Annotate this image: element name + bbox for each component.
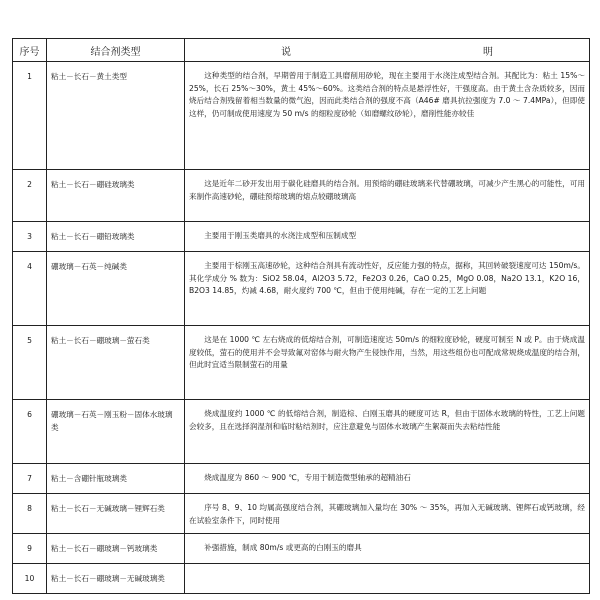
row-type: 粘土－长石－硼硅玻璃类 <box>47 170 185 222</box>
table-row <box>13 464 590 494</box>
row-type: 粘土－长石－硼玻璃－无碱玻璃类 <box>47 564 185 594</box>
row-index: 1 <box>13 62 47 170</box>
header-description-a: 说 <box>281 46 291 58</box>
table-row <box>13 564 590 594</box>
row-description <box>185 564 590 594</box>
row-type: 粘土－长石－无碱玻璃－锂辉石类 <box>47 494 185 534</box>
row-description: 烧成温度约 1000 ℃ 的低熔结合剂，制造棕、白刚玉磨具的硬度可达 R，但由于固体水玻璃的特性，工艺上问题会较多，且在选择润湿剂和临时粘结剂时，应注意避免与固体水玻璃产生絮凝而失去粘结性能 <box>185 400 590 464</box>
row-index: 3 <box>13 222 47 252</box>
table-row <box>13 494 590 534</box>
row-index: 6 <box>13 400 47 464</box>
row-description: 烧成温度为 860 ～ 900 ℃，专用于制造微型轴承的超精油石 <box>185 464 590 494</box>
table-row <box>13 222 590 252</box>
table-row <box>13 170 590 222</box>
row-type: 粘土－含硼针瓶玻璃类 <box>47 464 185 494</box>
row-type: 粘土－长石－硼玻璃－萤石类 <box>47 326 185 400</box>
header-type: 结合剂类型 <box>47 39 185 62</box>
row-type: 硼玻璃－石英－刚玉粉－固体水玻璃类 <box>47 400 185 464</box>
row-type: 粘土－长石－硼玻璃－钙玻璃类 <box>47 534 185 564</box>
row-index: 5 <box>13 326 47 400</box>
header-description <box>185 39 590 62</box>
header-description-b: 明 <box>483 46 493 58</box>
row-type: 粘土－长石－黄土类型 <box>47 62 185 170</box>
row-description: 序号 8、9、10 均属高强度结合剂，其硼玻璃加入量均在 30% ～ 35%，再加入无碱玻璃、锂辉石或钙玻璃，经在试验室条件下，同时使用 <box>185 494 590 534</box>
row-description: 主要用于刚玉类磨具的水浇注成型和压制成型 <box>185 222 590 252</box>
header-row <box>13 39 590 62</box>
row-description: 这种类型的结合剂，早期曾用于制造工具磨削用砂轮，现在主要用于水浇注成型结合剂。其配比为：粘土 15%～25%，长石 25%～30%，黄土 45%～60%。这类结合剂的特点是悬浮性好，干强度高。由于黄土含杂质较多，因而烧后结合剂残留着相当数量的微气泡，因而此类结合剂的强度不高（A46# 磨具抗拉强度为 7.0 ～ 7.4MPa），但即使这样，仍可制成使用速度为 50 m/s 的细粒度砂轮（如磨螺纹砂轮），磨削性能亦较佳 <box>185 62 590 170</box>
table-row <box>13 62 590 170</box>
binder-types-table-page <box>12 38 590 583</box>
row-index: 10 <box>13 564 47 594</box>
table-row <box>13 534 590 564</box>
row-type: 粘土－长石－硼铅玻璃类 <box>47 222 185 252</box>
row-index: 2 <box>13 170 47 222</box>
table-row <box>13 400 590 464</box>
row-description: 补强措施，制成 80m/s 或更高的白刚玉的磨具 <box>185 534 590 564</box>
row-index: 7 <box>13 464 47 494</box>
table-row <box>13 326 590 400</box>
header-index: 序号 <box>13 39 47 62</box>
binder-types-table <box>12 38 590 594</box>
row-type: 硼玻璃－石英－纯碱类 <box>47 252 185 326</box>
row-index: 9 <box>13 534 47 564</box>
row-index: 8 <box>13 494 47 534</box>
row-description: 这是近年二砂开发出用于碳化硅磨具的结合剂。用预熔的硼硅玻璃来代替硼玻璃，可减少产生黑心的可能性，可用来制作高速砂轮，硼硅预熔玻璃的熔点较硼玻璃高 <box>185 170 590 222</box>
row-index: 4 <box>13 252 47 326</box>
row-description: 主要用于棕刚玉高速砂轮，这种结合剂具有流动性好，反应能力强的特点，据称，其回转破裂速度可达 150m/s。其化学成分 % 数为：SiO2 58.04，Al2O3 5.72，Fe2O3 0.26，CaO 0.25，MgO 0.08，Na2O 13.1，K2O 16，B2O3 14.85，灼减 4.68，耐火度约 700 ℃，但由于使用纯碱，存在一定的工艺上问题 <box>185 252 590 326</box>
row-description: 这是在 1000 ℃ 左右烧成的低熔结合剂，可制造速度达 50m/s 的细粒度砂轮，硬度可制至 N 或 P。由于烧成温度较低，萤石的使用并不会导致氟对窑体与耐火物产生侵蚀作用，当然，用这些组份也可配成常规烧成温度的结合剂，但此时宜适当限制萤石的用量 <box>185 326 590 400</box>
table-row <box>13 252 590 326</box>
